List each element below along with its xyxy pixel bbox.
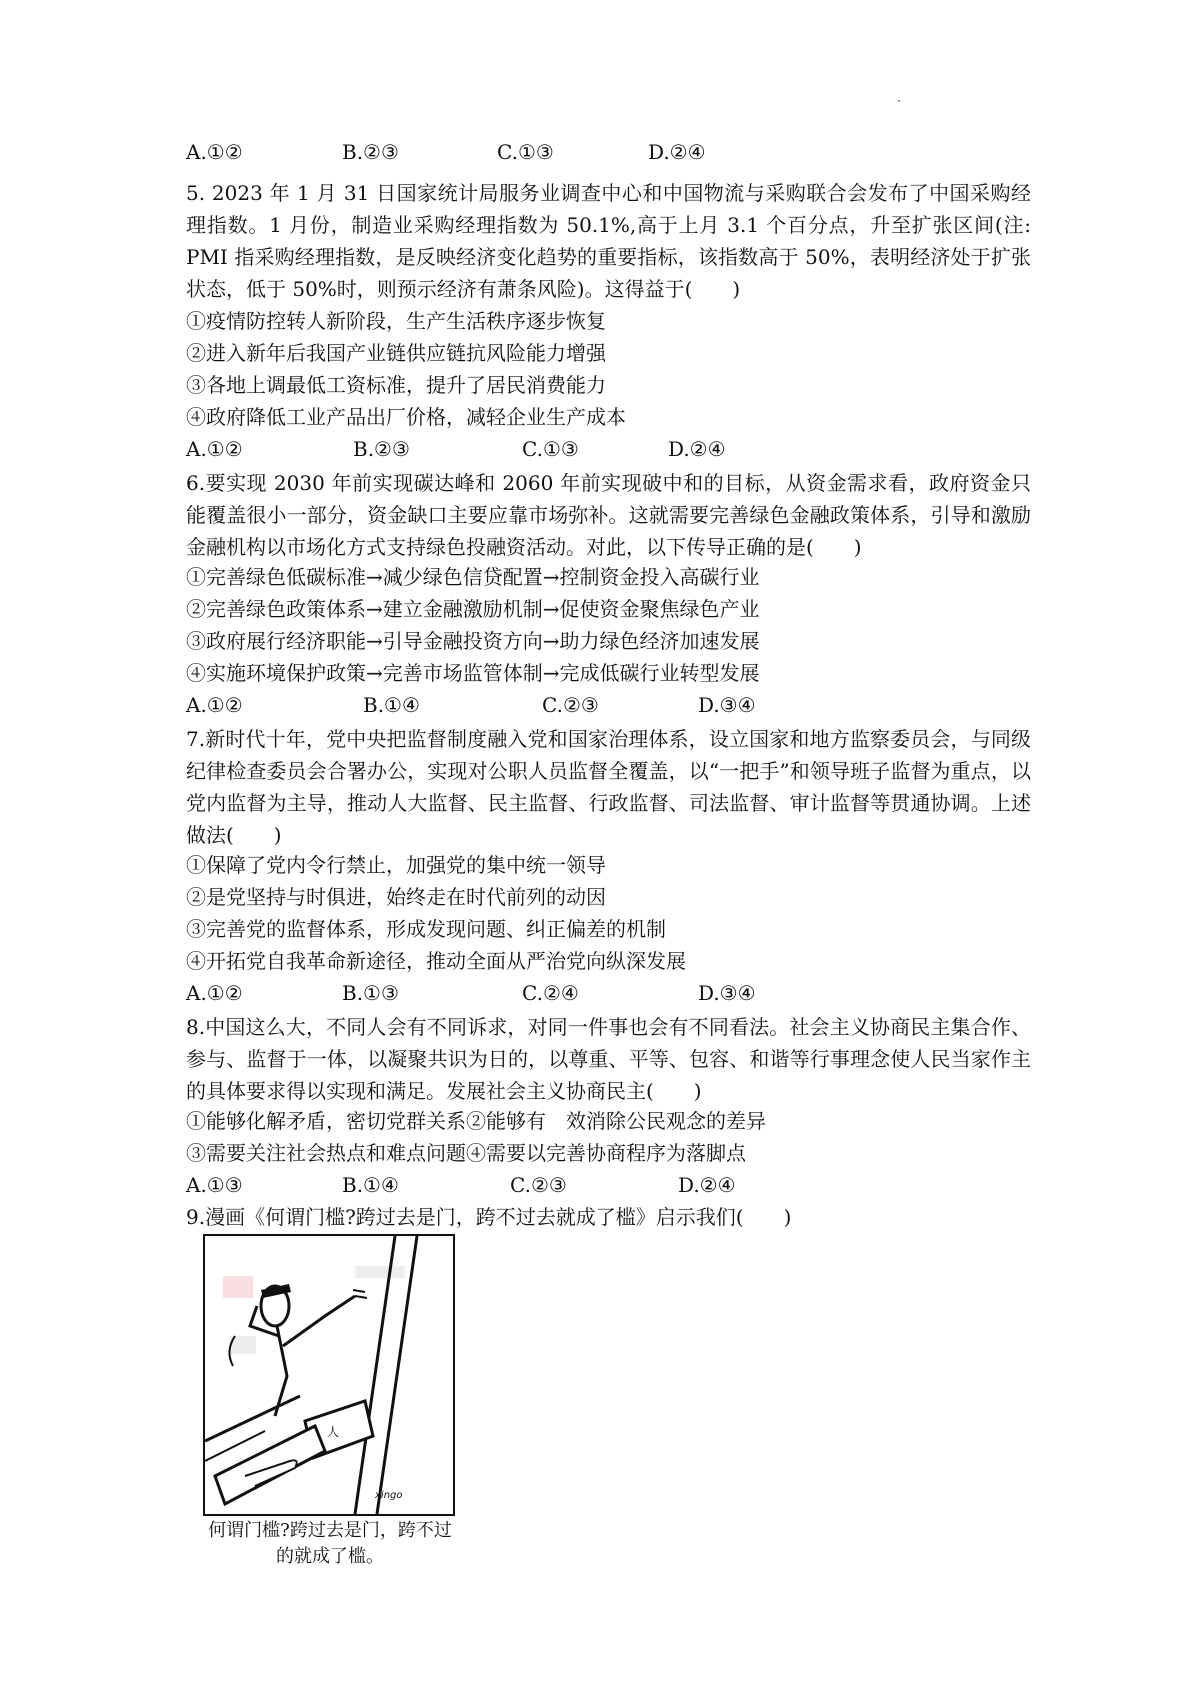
- q5-option-a: A.①②: [186, 437, 243, 461]
- q6-item-2: ②完善绿色政策体系→建立金融激励机制→促使资金聚焦绿色产业: [186, 597, 760, 621]
- q7-stem: 7.新时代十年，党中央把监督制度融入党和国家治理体系，设立国家和地方监察委员会，与同级纪律检查委员会合署办公，实现对公职人员监督全覆盖，以“一把手”和领导班子监督为重点，以党内监督为主导，推动人大监督、民主监督、行政监督、司法监督、审计监督等贯通协调。上述做法( ): [186, 727, 1031, 847]
- q6-option-b: B.①④: [363, 693, 420, 717]
- scan-speck: [898, 100, 900, 102]
- q6-stem: 6.要实现 2030 年前实现碳达峰和 2060 年前实现破中和的目标，从资金需求看，政府资金只能覆盖很小一部分，资金缺口主要应靠市场弥补。这就需要完善绿色金融政策体系，引导和激励金融机构以市场化方式支持绿色投融资活动。对此，以下传导正确的是( ): [186, 471, 1031, 559]
- q5-item-1: ①疫情防控转人新阶段，生产生活秩序逐步恢复: [186, 309, 606, 333]
- q7-option-a: A.①②: [186, 981, 243, 1005]
- q8-stem: 8.中国这么大，不同人会有不同诉求，对同一件事也会有不同看法。社会主义协商民主集合作、参与、监督于一体，以凝聚共识为日的，以尊重、平等、包容、和谐等行事理念使人民当家作主的具体要求得以实现和满足。发展社会主义协商民主( ): [186, 1015, 1031, 1103]
- q7-item-3: ③完善党的监督体系，形成发现问题、纠正偏差的机制: [186, 917, 666, 941]
- q8-item-34: ③需要关注社会热点和难点问题④需要以完善协商程序为落脚点: [186, 1141, 746, 1165]
- q6-item-1: ①完善绿色低碳标准→减少绿色信贷配置→控制资金投入高碳行业: [186, 565, 760, 589]
- cartoon-drawing: [205, 1236, 453, 1514]
- cartoon-caption: [195, 1518, 465, 1570]
- q6-option-d: D.③④: [698, 693, 756, 717]
- q5-item-4: ④政府降低工业产品出厂价格，减轻企业生产成本: [186, 405, 626, 429]
- cartoon-caption-line-1: 何谓门槛?跨过去是门，跨不过: [208, 1520, 452, 1541]
- q7-item-1: ①保障了党内令行禁止，加强党的集中统一领导: [186, 853, 606, 877]
- cartoon-caption-line-2: 的就成了槛。: [276, 1546, 384, 1567]
- q5-option-d: D.②④: [668, 437, 726, 461]
- q6-option-c: C.②③: [542, 693, 599, 717]
- q5-stem: 5. 2023 年 1 月 31 日国家统计局服务业调查中心和中国物流与采购联合会发布了中国采购经理指数。1 月份，制造业采购经理指数为 50.1%,高于上月 3.1 个百分点，升至扩张区间(注: PMI 指采购经理指数，是反映经济变化趋势的重要指标，该指数高于 50%，表明经济处于扩张状态，低于 50%时，则预示经济有萧条风险)。这得益于( ): [186, 181, 1031, 301]
- q6-item-3: ③政府展行经济职能→引导金融投资方向→助力绿色经济加速发展: [186, 629, 760, 653]
- svg-text:人: 人: [327, 1425, 340, 1439]
- q8-item-12: ①能够化解矛盾，密切党群关系②能够有 效消除公民观念的差异: [186, 1109, 766, 1133]
- q4-option-b: B.②③: [342, 140, 399, 164]
- cartoon-signature: xingo: [375, 1490, 403, 1501]
- q5-item-3: ③各地上调最低工资标准，提升了居民消费能力: [186, 373, 606, 397]
- q8-option-a: A.①③: [186, 1173, 243, 1197]
- q5-option-c: C.①③: [522, 437, 579, 461]
- q5-item-2: ②进入新年后我国产业链供应链抗风险能力增强: [186, 341, 606, 365]
- q4-option-d: D.②④: [648, 140, 706, 164]
- q9-stem: 9.漫画《何谓门槛?跨过去是门，跨不过去就成了槛》启示我们( ): [186, 1205, 792, 1229]
- q7-option-d: D.③④: [698, 981, 756, 1005]
- q8-option-b: B.①④: [342, 1173, 399, 1197]
- q7-item-4: ④开拓党自我革命新途径，推动全面从严治党向纵深发展: [186, 949, 686, 973]
- threshold-cartoon: [203, 1234, 455, 1516]
- q7-item-2: ②是党坚持与时俱进，始终走在时代前列的动因: [186, 885, 606, 909]
- q7-option-c: C.②④: [522, 981, 579, 1005]
- q8-option-d: D.②④: [678, 1173, 736, 1197]
- q6-option-a: A.①②: [186, 693, 243, 717]
- q5-option-b: B.②③: [353, 437, 410, 461]
- q4-option-a: A.①②: [186, 140, 243, 164]
- q7-option-b: B.①③: [342, 981, 399, 1005]
- q4-option-c: C.①③: [497, 140, 554, 164]
- q6-item-4: ④实施环境保护政策→完善市场监管体制→完成低碳行业转型发展: [186, 661, 760, 685]
- q8-option-c: C.②③: [510, 1173, 567, 1197]
